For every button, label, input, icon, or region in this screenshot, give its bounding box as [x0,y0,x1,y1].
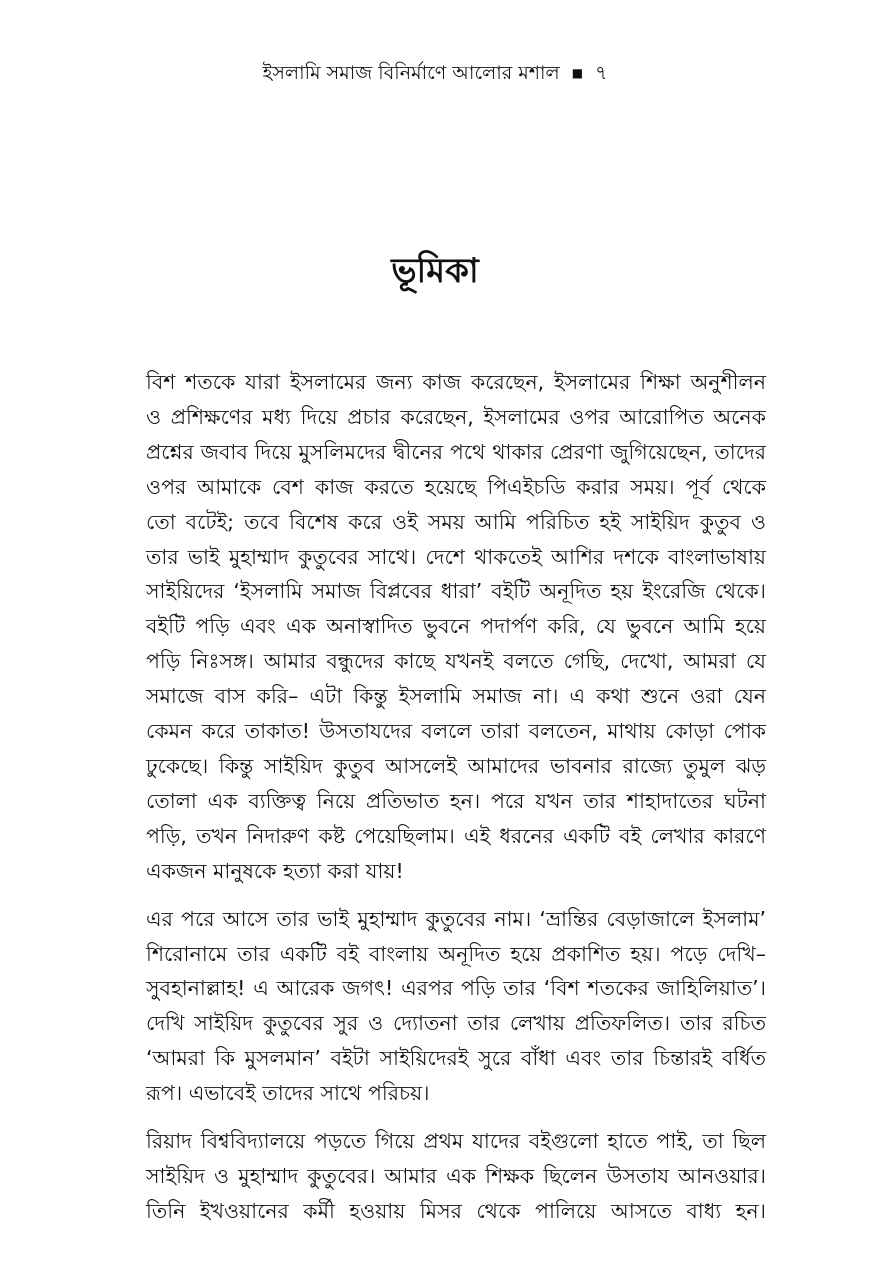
text-line: একজন মানুষকে হত্যা করা যায়! [146,858,404,883]
header-separator: ■ [571,66,584,80]
text-line: পড়ি, তখন নিদারুণ কষ্ট পেয়েছিলাম। এই ধরনের একটি বই লেখার কারণে [146,823,766,848]
paragraph-3 [146,1124,766,1229]
text-line: ‘আমরা কি মুসলমান’ বইটা সাইয়িদেরই সুরে বাঁধা এবং তার চিন্তারই বর্ধিত [146,1046,766,1071]
text-line: কেমন করে তাকাত! উসতাযদের বললে তারা বলতেন, মাথায় কোড়া পোক [146,719,766,744]
text-line: সাইয়িদের ‘ইসলামি সমাজ বিপ্লবের ধারা’ বইটি অনূদিত হয় ইংরেজি থেকে। [146,579,766,604]
text-line: ঢুকেছে। কিন্তু সাইয়িদ কুতুব আসলেই আমাদের ভাবনার রাজ্যে তুমুল ঝড় [146,753,766,778]
text-line: রূপ। এভাবেই তাদের সাথে পরিচয়। [146,1081,430,1106]
paragraph-1 [146,365,766,889]
text-line: এর পরে আসে তার ভাই মুহাম্মাদ কুতুবের নাম। ‘ভ্রান্তির বেড়াজালে ইসলাম’ [146,906,766,931]
text-line: সমাজে বাস করি– এটা কিন্তু ইসলামি সমাজ না। এ কথা শুনে ওরা যেন [146,684,766,709]
text-line: সাইয়িদ ও মুহাম্মাদ কুতুবের। আমার এক শিক্ষক ছিলেন উসতায আনওয়ার। [146,1163,766,1188]
running-header [0,58,870,88]
body-text [146,365,766,1229]
text-line: সুবহানাল্লাহ! এ আরেক জগৎ! এরপর পড়ি তার ‘বিশ শতকের জাহিলিয়াত’। [146,976,766,1001]
text-line: ওপর আমাকে বেশ কাজ করতে হয়েছে পিএইচডি করার সময়। পূর্ব থেকে [146,474,766,499]
text-line: শিরোনামে তার একটি বই বাংলায় অনূদিত হয়ে প্রকাশিত হয়। পড়ে দেখি– [146,941,766,966]
text-line: রিয়াদ বিশ্ববিদ্যালয়ে পড়তে গিয়ে প্রথম যাদের বইগুলো হাতে পাই, তা ছিল [146,1129,766,1154]
text-line: দেখি সাইয়িদ কুতুবের সুর ও দ্যোতনা তার লেখায় প্রতিফলিত। তার রচিত [146,1011,766,1036]
chapter-title: ভূমিকা [391,251,479,291]
page-number: ৭ [595,62,608,84]
text-line: প্রশ্নের জবাব দিয়ে মুসলিমদের দ্বীনের পথে থাকার প্রেরণা জুগিয়েছেন, তাদের [146,439,766,464]
text-line: বইটি পড়ি এবং এক অনাস্বাদিত ভুবনে পদার্পণ করি, যে ভুবনে আমি হয়ে [146,614,766,639]
text-line: তার ভাই মুহাম্মাদ কুতুবের সাথে। দেশে থাকতেই আশির দশকে বাংলাভাষায় [146,544,766,569]
paragraph-2 [146,902,766,1111]
text-line: তো বটেই; তবে বিশেষ করে ওই সময় আমি পরিচিত হই সাইয়িদ কুতুব ও [146,509,766,534]
text-line: তোলা এক ব্যক্তিত্ব নিয়ে প্রতিভাত হন। পরে যখন তার শাহাদাতের ঘটনা [146,788,766,813]
text-line: ও প্রশিক্ষণের মধ্য দিয়ে প্রচার করেছেন, ইসলামের ওপর আরোপিত অনেক [146,404,766,429]
text-line: পড়ি নিঃসঙ্গ। আমার বন্ধুদের কাছে যখনই বলতে গেছি, দেখো, আমরা যে [146,649,766,674]
book-title: ইসলামি সমাজ বিনির্মাণে আলোর মশাল [262,62,560,84]
text-line: তিনি ইখওয়ানের কর্মী হওয়ায় মিসর থেকে পালিয়ে আসতে বাধ্য হন। [146,1198,766,1223]
text-line: বিশ শতকে যারা ইসলামের জন্য কাজ করেছেন, ইসলামের শিক্ষা অনুশীলন [146,370,766,394]
